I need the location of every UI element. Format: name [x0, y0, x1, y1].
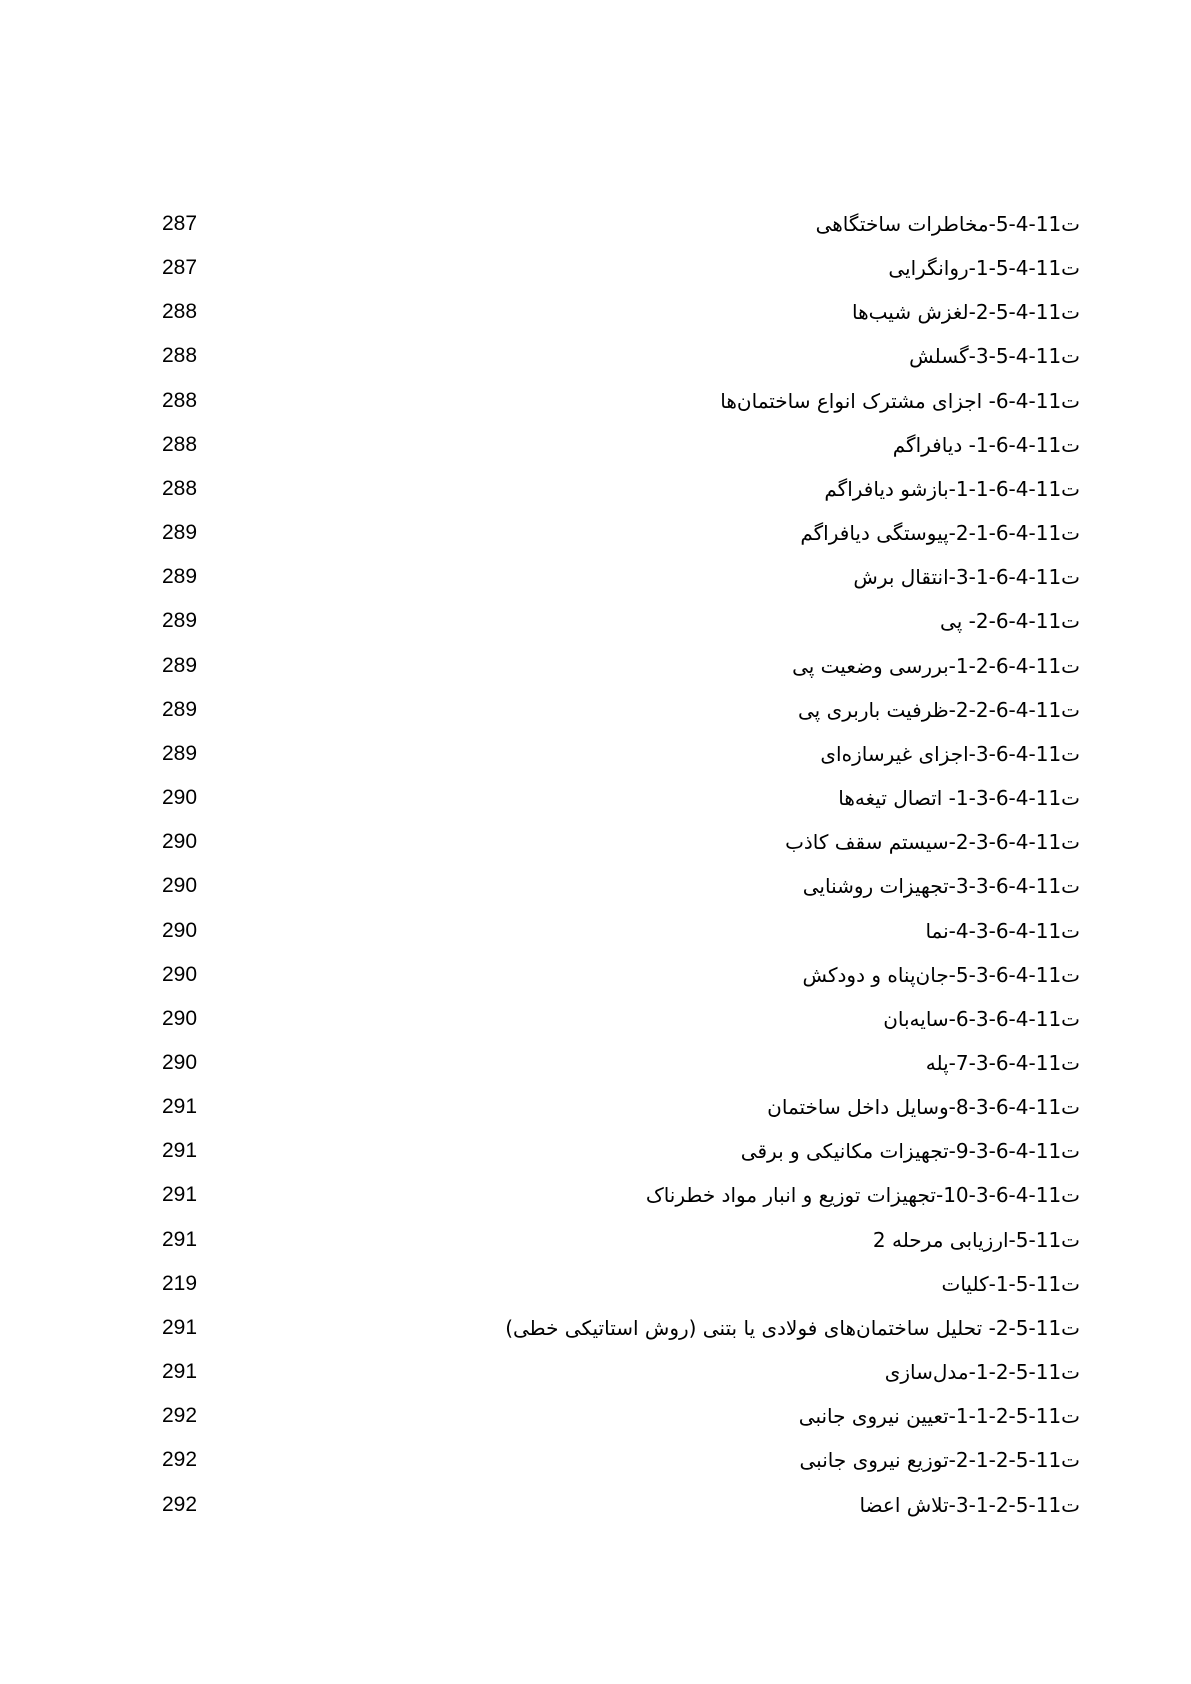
toc-entry[interactable] — [150, 387, 1080, 431]
toc-entry-page-number: 289 — [162, 741, 198, 765]
toc-entry[interactable] — [150, 828, 1080, 872]
table-of-contents — [150, 210, 1080, 1535]
toc-entry[interactable] — [150, 1491, 1080, 1535]
toc-entry-title: ت11-4-6-3-9-تجهیزات مکانیکی و برقی — [740, 1139, 1080, 1164]
toc-entry-title: ت11-4-6-2-2-ظرفیت باربری پی — [797, 697, 1080, 722]
toc-entry-title: ت11-5-2- تحلیل ساختمان‌های فولادی یا بتنی (روش استاتیکی خطی) — [505, 1315, 1080, 1340]
toc-entry[interactable] — [150, 1446, 1080, 1490]
toc-entry-page-number: 288 — [162, 432, 198, 456]
toc-entry-title: ت11-4-6-3-3-تجهیزات روشنایی — [802, 874, 1080, 899]
toc-entry[interactable] — [150, 1137, 1080, 1181]
toc-entry-page-number: 289 — [162, 565, 198, 589]
toc-entry-page-number: 289 — [162, 653, 198, 677]
toc-entry[interactable] — [150, 1402, 1080, 1446]
toc-entry-title: ت11-4-6-3-اجزای غیرسازه‌ای — [820, 741, 1080, 766]
toc-entry-page-number: 292 — [162, 1448, 198, 1472]
toc-entry[interactable] — [150, 1093, 1080, 1137]
toc-entry-page-number: 289 — [162, 521, 198, 545]
toc-entry[interactable] — [150, 917, 1080, 961]
toc-entry-title: ت11-5-2-1-مدل‌سازی — [884, 1360, 1080, 1385]
toc-entry-page-number: 290 — [162, 1006, 198, 1030]
toc-entry-title: ت11-4-6-2- پی — [940, 609, 1080, 634]
toc-entry-title: ت11-4-6-3-2-سیستم سقف کاذب — [785, 830, 1080, 855]
toc-entry-title: ت11-5-2-1-1-تعیین نیروی جانبی — [798, 1404, 1080, 1429]
toc-entry[interactable] — [150, 298, 1080, 342]
toc-entry-title: ت11-4-6-3-7-پله — [925, 1050, 1080, 1075]
toc-entry-title: ت11-4-6-1-1-بازشو دیافراگم — [824, 476, 1080, 501]
toc-entry[interactable] — [150, 519, 1080, 563]
toc-entry[interactable] — [150, 652, 1080, 696]
toc-entry[interactable] — [150, 607, 1080, 651]
toc-entry-title: ت11-4-6- اجزای مشترک انواع ساختمان‌ها — [720, 388, 1080, 413]
toc-entry[interactable] — [150, 563, 1080, 607]
toc-entry-title: ت11-4-5-1-روانگرایی — [888, 256, 1080, 281]
toc-entry-title: ت11-5-2-1-3-تلاش اعضا — [859, 1492, 1080, 1517]
toc-entry[interactable] — [150, 1181, 1080, 1225]
toc-entry-page-number: 287 — [162, 256, 198, 280]
toc-entry[interactable] — [150, 1226, 1080, 1270]
toc-entry[interactable] — [150, 1270, 1080, 1314]
toc-entry-title: ت11-4-6-3-6-سایه‌بان — [883, 1006, 1080, 1031]
toc-entry-page-number: 289 — [162, 609, 198, 633]
toc-entry[interactable] — [150, 961, 1080, 1005]
toc-entry-title: ت11-4-6-1- دیافراگم — [892, 432, 1080, 457]
toc-entry-title: ت11-4-6-2-1-بررسی وضعیت پی — [792, 653, 1080, 678]
toc-entry-page-number: 290 — [162, 874, 198, 898]
toc-entry-page-number: 290 — [162, 962, 198, 986]
toc-entry-title: ت11-4-6-3-10-تجهیزات توزیع و انبار مواد خطرناک — [645, 1183, 1080, 1208]
toc-entry-page-number: 291 — [162, 1360, 198, 1384]
toc-entry-title: ت11-4-6-1-2-پیوستگی دیافراگم — [800, 521, 1080, 546]
toc-entry-page-number: 289 — [162, 697, 198, 721]
toc-entry-title: ت11-4-6-3-1- اتصال تیغه‌ها — [838, 786, 1080, 811]
toc-entry-page-number: 287 — [162, 212, 198, 235]
toc-entry-page-number: 290 — [162, 918, 198, 942]
toc-entry-page-number: 219 — [162, 1271, 198, 1295]
toc-entry-page-number: 292 — [162, 1404, 198, 1428]
toc-entry-page-number: 291 — [162, 1227, 198, 1251]
toc-entry-page-number: 290 — [162, 1050, 198, 1074]
toc-entry-page-number: 292 — [162, 1492, 198, 1516]
toc-entry-title: ت11-5-1-کلیات — [941, 1271, 1080, 1296]
toc-entry-title: ت11-4-6-3-4-نما — [925, 918, 1080, 943]
toc-entry[interactable] — [150, 431, 1080, 475]
toc-entry-title: ت11-4-6-1-3-انتقال برش — [853, 565, 1080, 590]
toc-entry-title: ت11-4-6-3-8-وسایل داخل ساختمان — [767, 1095, 1080, 1120]
toc-entry[interactable] — [150, 872, 1080, 916]
toc-entry-page-number: 291 — [162, 1315, 198, 1339]
toc-entry-page-number: 290 — [162, 830, 198, 854]
toc-entry[interactable] — [150, 1314, 1080, 1358]
toc-entry-page-number: 291 — [162, 1183, 198, 1207]
toc-entry-title: ت11-5-ارزیابی مرحله 2 — [872, 1227, 1080, 1252]
toc-entry-title: ت11-4-6-3-5-جان‌پناه و دودکش — [802, 962, 1080, 987]
toc-entry-title: ت11-4-5-2-لغزش شیب‌ها — [852, 300, 1080, 325]
toc-entry[interactable] — [150, 210, 1080, 254]
toc-entry-title: ت11-4-5-مخاطرات ساختگاهی — [815, 212, 1080, 236]
toc-entry[interactable] — [150, 1049, 1080, 1093]
toc-entry-page-number: 288 — [162, 300, 198, 324]
toc-entry-page-number: 288 — [162, 476, 198, 500]
toc-entry[interactable] — [150, 740, 1080, 784]
toc-entry[interactable] — [150, 1005, 1080, 1049]
toc-entry-page-number: 288 — [162, 344, 198, 368]
toc-entry[interactable] — [150, 696, 1080, 740]
toc-entry[interactable] — [150, 475, 1080, 519]
toc-entry-page-number: 291 — [162, 1139, 198, 1163]
toc-entry-page-number: 291 — [162, 1095, 198, 1119]
toc-entry-page-number: 290 — [162, 786, 198, 810]
toc-entry-page-number: 288 — [162, 388, 198, 412]
toc-entry[interactable] — [150, 784, 1080, 828]
toc-entry[interactable] — [150, 1358, 1080, 1402]
toc-entry[interactable] — [150, 254, 1080, 298]
toc-entry-title: ت11-4-5-3-گسلش — [909, 344, 1080, 369]
toc-entry-title: ت11-5-2-1-2-توزیع نیروی جانبی — [799, 1448, 1080, 1473]
toc-entry[interactable] — [150, 342, 1080, 386]
